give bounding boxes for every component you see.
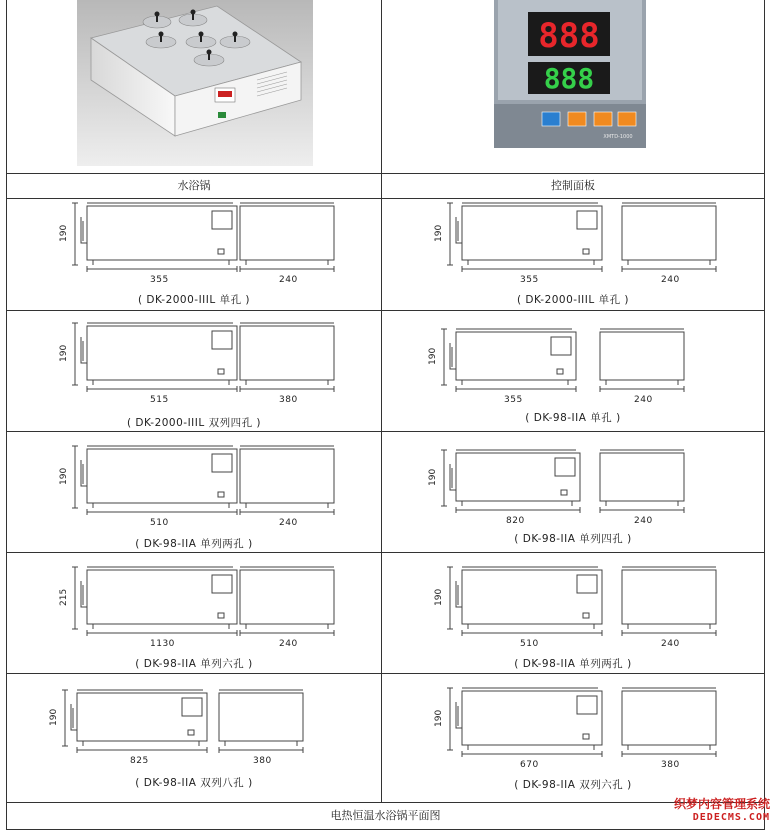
column-divider (764, 0, 765, 830)
height-value: 190 (434, 709, 444, 727)
control-box (212, 331, 232, 349)
switch-mark (561, 490, 567, 495)
control-panel-caption: 控制面板 (551, 179, 595, 192)
drain-pipe (450, 464, 456, 490)
drawing-cell (7, 432, 381, 552)
drain-pipe (81, 581, 87, 607)
pv-readout: 888 (538, 16, 600, 56)
model-label: ( DK-98-IIA 单列两孔 ) (514, 658, 632, 670)
front-view-body (462, 691, 602, 745)
side-view-body (240, 449, 334, 503)
width-value: 380 (661, 760, 680, 770)
model-label: ( DK-98-IIA 单列六孔 ) (135, 658, 253, 670)
model-label: ( DK-2000-IIIL 双列四孔 ) (126, 417, 261, 429)
control-box (182, 698, 202, 716)
height-value: 190 (434, 224, 444, 242)
spec-table (6, 0, 765, 830)
height-value: 190 (59, 344, 69, 362)
model-label: ( DK-98-IIA 双列六孔 ) (514, 779, 632, 791)
watermark-line-2: DEDECMS.COM (692, 812, 770, 823)
length-value: 670 (520, 760, 539, 770)
control-box (212, 575, 232, 593)
bath-outline-drawing (382, 553, 764, 673)
control-panel-photo (494, 0, 646, 148)
control-box (577, 211, 597, 229)
drain-pipe (81, 460, 87, 486)
side-view-body (600, 453, 684, 501)
model-label: ( DK-2000-IIIL 单孔 ) (516, 294, 629, 306)
width-value: 240 (634, 395, 653, 405)
switch-mark (218, 249, 224, 254)
control-box (551, 337, 571, 355)
width-value: 240 (661, 275, 680, 285)
drawing-cell (382, 311, 764, 431)
side-view-body (600, 332, 684, 380)
water-bath-photo (77, 0, 313, 166)
drawing-cell (7, 674, 381, 802)
height-value: 190 (59, 224, 69, 242)
drain-pipe (81, 337, 87, 363)
bath-outline-drawing (7, 553, 381, 673)
length-value: 510 (520, 639, 539, 649)
switch-mark (218, 613, 224, 618)
width-value: 380 (279, 395, 298, 405)
panel-model-label: XMTD-1000 (603, 134, 633, 140)
switch-mark (218, 492, 224, 497)
footer-caption: 电热恒温水浴锅平面图 (330, 809, 441, 822)
drain-pipe (456, 702, 462, 728)
model-label: ( DK-98-IIA 双列八孔 ) (135, 777, 253, 789)
length-value: 825 (130, 756, 149, 766)
height-value: 190 (49, 708, 59, 726)
length-value: 355 (504, 395, 523, 405)
front-view-body (462, 206, 602, 260)
side-view-body (240, 326, 334, 380)
control-box (577, 575, 597, 593)
length-value: 510 (150, 518, 169, 528)
length-value: 1130 (150, 639, 175, 649)
model-label: ( DK-98-IIA 单列四孔 ) (514, 533, 632, 545)
sv-readout: 888 (543, 62, 595, 95)
side-view-body (622, 570, 716, 624)
width-value: 240 (279, 518, 298, 528)
front-view-body (87, 570, 237, 624)
side-view-body (622, 691, 716, 745)
front-view-body (87, 326, 237, 380)
bath-outline-drawing (7, 432, 381, 552)
switch-mark (583, 613, 589, 618)
drawing-cell (382, 432, 764, 552)
height-value: 190 (428, 468, 438, 486)
model-label: ( DK-2000-IIIL 单孔 ) (137, 294, 250, 306)
front-view-body (462, 570, 602, 624)
bath-outline-drawing (7, 311, 381, 431)
drawing-cell (382, 674, 764, 802)
drain-pipe (71, 704, 77, 730)
drawing-cell (7, 311, 381, 431)
model-label: ( DK-98-IIA 单列两孔 ) (135, 538, 253, 550)
width-value: 240 (634, 516, 653, 526)
length-value: 355 (520, 275, 539, 285)
drawing-cell (7, 199, 381, 310)
height-value: 190 (428, 347, 438, 365)
drawing-cell (7, 553, 381, 673)
control-box (555, 458, 575, 476)
switch-mark (583, 249, 589, 254)
width-value: 240 (279, 639, 298, 649)
switch-mark (557, 369, 563, 374)
length-value: 355 (150, 275, 169, 285)
height-value: 215 (59, 588, 69, 606)
control-box (212, 211, 232, 229)
drain-pipe (81, 217, 87, 243)
length-value: 820 (506, 516, 525, 526)
watermark (658, 797, 770, 831)
height-value: 190 (59, 467, 69, 485)
height-value: 190 (434, 588, 444, 606)
drain-pipe (456, 581, 462, 607)
watermark-line-1: 织梦内容管理系统 (673, 797, 770, 811)
row-divider (6, 829, 765, 830)
switch-mark (583, 734, 589, 739)
front-view-body (456, 332, 576, 380)
width-value: 240 (279, 275, 298, 285)
control-box (577, 696, 597, 714)
width-value: 240 (661, 639, 680, 649)
side-view-body (240, 570, 334, 624)
side-view-body (219, 693, 303, 741)
control-box (212, 454, 232, 472)
side-view-body (240, 206, 334, 260)
model-label: ( DK-98-IIA 单孔 ) (525, 412, 621, 424)
drain-pipe (450, 343, 456, 369)
water-bath-caption: 水浴锅 (177, 179, 211, 192)
drawing-cell (382, 199, 764, 310)
front-view-body (87, 449, 237, 503)
drawing-cell (382, 553, 764, 673)
front-view-body (87, 206, 237, 260)
length-value: 515 (150, 395, 169, 405)
switch-mark (218, 369, 224, 374)
side-view-body (622, 206, 716, 260)
switch-mark (188, 730, 194, 735)
width-value: 380 (253, 756, 272, 766)
drain-pipe (456, 217, 462, 243)
